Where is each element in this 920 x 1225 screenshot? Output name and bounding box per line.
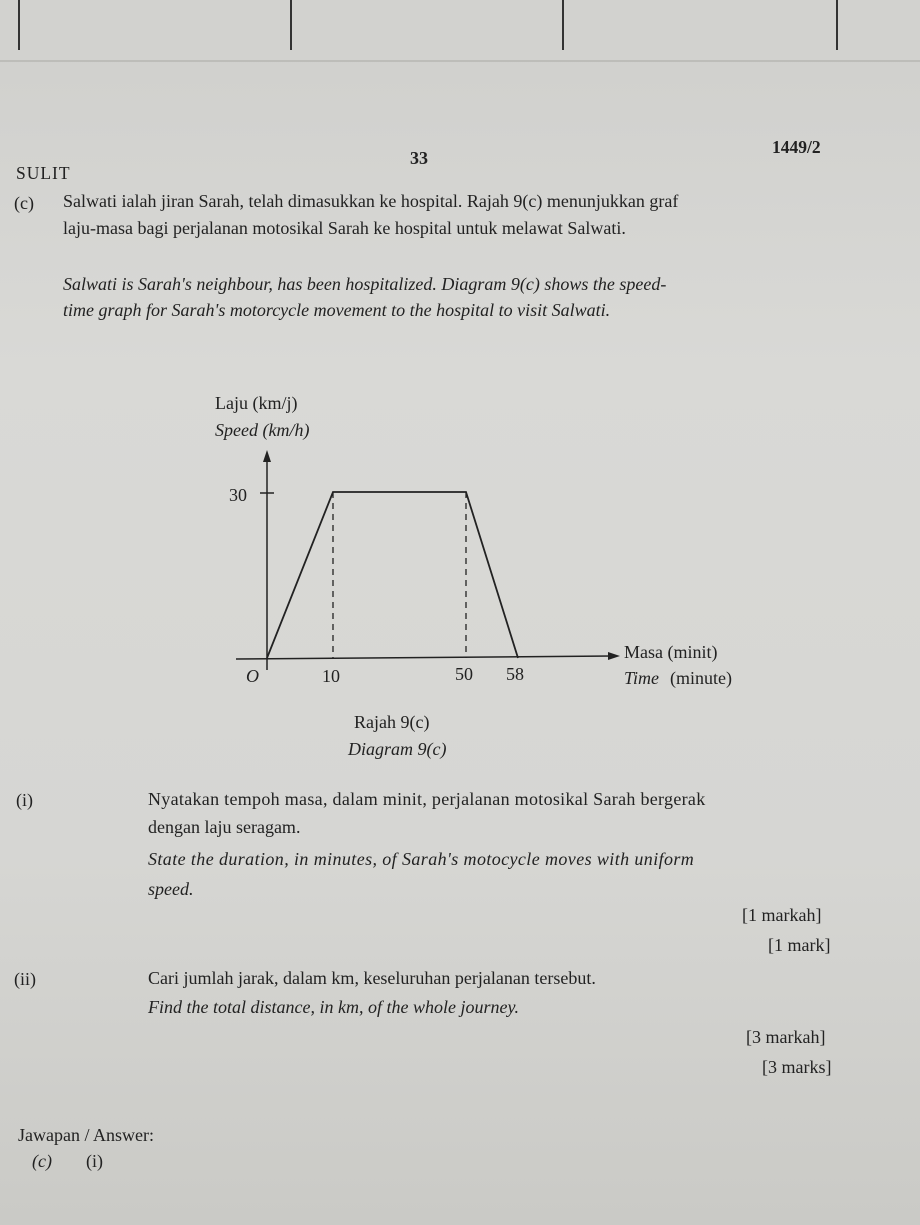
part-label: (c) bbox=[14, 193, 34, 213]
paper-code: 1449/2 bbox=[772, 137, 821, 157]
marks-ii-malay: [3 markah] bbox=[746, 1027, 826, 1047]
x-axis-label-malay: Masa (minit) bbox=[624, 642, 718, 662]
question-i-english: State the duration, in minutes, of Sarah's motocycle moves with uniform bbox=[148, 849, 695, 869]
origin-label: O bbox=[246, 666, 259, 686]
intro-english-2: time graph for Sarah's motorcycle movement to the hospital to visit Salwati. bbox=[63, 300, 611, 320]
answer-sub-label: (i) bbox=[86, 1151, 103, 1171]
sulit-label: SULIT bbox=[16, 163, 71, 183]
x-tick-label: 10 bbox=[322, 666, 340, 686]
page-number: 33 bbox=[410, 148, 428, 168]
x-axis-arrow bbox=[608, 652, 620, 660]
y-axis-label-malay: Laju (km/j) bbox=[215, 393, 298, 413]
speed-line bbox=[267, 492, 518, 658]
y-tick-label: 30 bbox=[229, 485, 247, 505]
caption-malay: Rajah 9(c) bbox=[354, 712, 430, 732]
caption-english: Diagram 9(c) bbox=[348, 739, 447, 759]
question-ii-malay: Cari jumlah jarak, dalam km, keseluruhan perjalanan tersebut. bbox=[148, 968, 596, 988]
x-axis bbox=[236, 656, 612, 659]
y-axis-arrow bbox=[263, 450, 271, 462]
intro-english-1: Salwati is Sarah's neighbour, has been hospitalized. Diagram 9(c) shows the speed- bbox=[63, 274, 667, 294]
x-axis-label-english-unit: (minute) bbox=[670, 668, 732, 688]
intro-malay-2: laju-masa bagi perjalanan motosikal Sarah ke hospital untuk melawat Salwati. bbox=[63, 218, 626, 238]
question-i-malay: Nyatakan tempoh masa, dalam minit, perjalanan motosikal Sarah bergerak bbox=[148, 789, 706, 809]
x-tick-label: 58 bbox=[506, 664, 524, 684]
question-i-label: (i) bbox=[16, 790, 33, 810]
answer-heading: Jawapan / Answer: bbox=[18, 1125, 154, 1145]
question-i-english-2: speed. bbox=[148, 879, 194, 899]
marks-i-malay: [1 markah] bbox=[742, 905, 822, 925]
question-ii-english: Find the total distance, in km, of the whole journey. bbox=[148, 997, 519, 1017]
intro-malay-1: Salwati ialah jiran Sarah, telah dimasukkan ke hospital. Rajah 9(c) menunjukkan graf bbox=[63, 191, 679, 211]
answer-part-label: (c) bbox=[32, 1151, 52, 1171]
question-ii-label: (ii) bbox=[14, 969, 36, 989]
marks-i-english: [1 mark] bbox=[768, 935, 831, 955]
marks-ii-english: [3 marks] bbox=[762, 1057, 832, 1077]
x-tick-label: 50 bbox=[455, 664, 473, 684]
question-i-malay-2: dengan laju seragam. bbox=[148, 817, 301, 837]
x-axis-label-english: Time bbox=[624, 668, 660, 688]
y-axis-label-english: Speed (km/h) bbox=[215, 420, 310, 440]
